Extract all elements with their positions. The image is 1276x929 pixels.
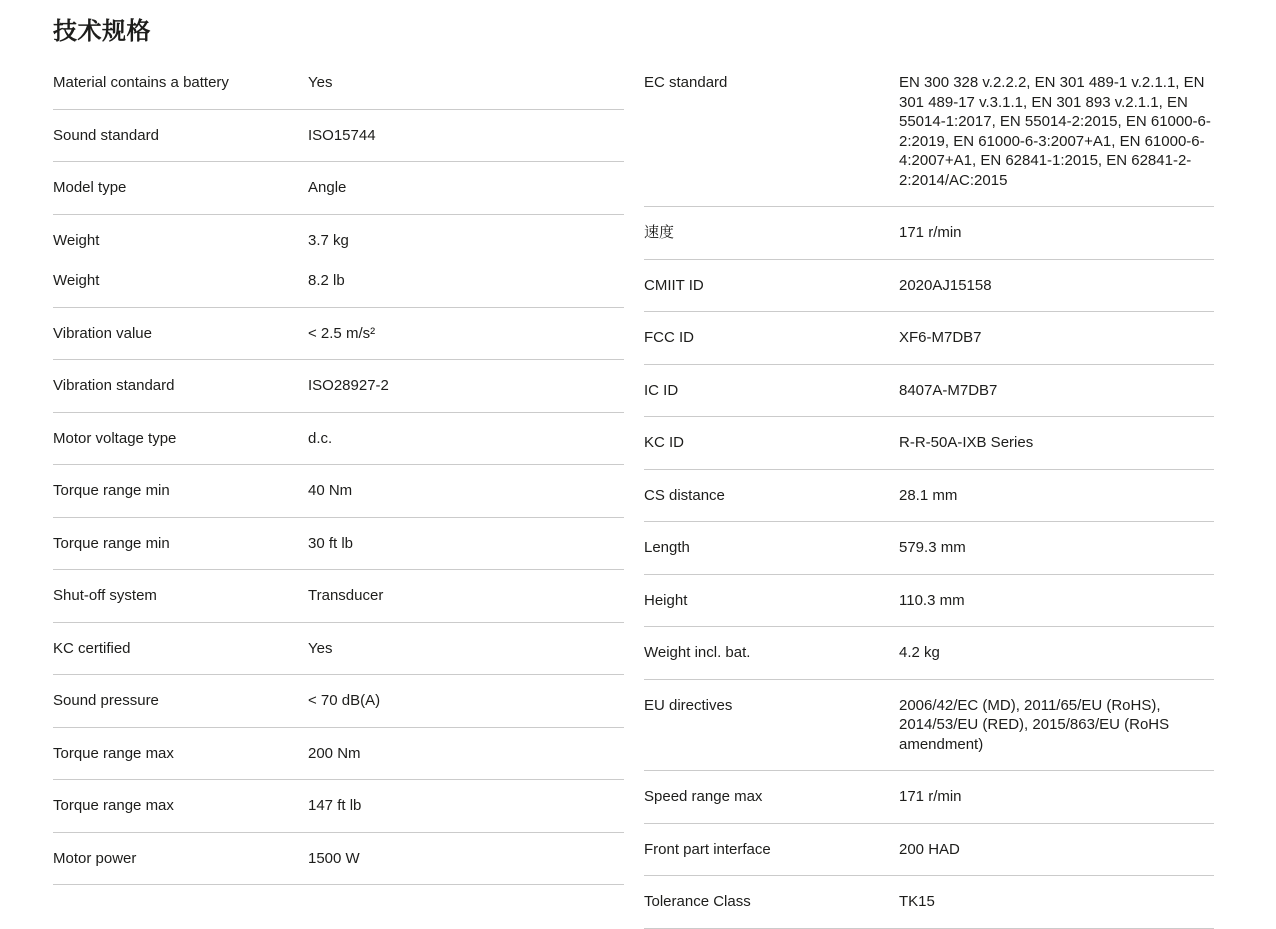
spec-entry: [53, 849, 624, 869]
spec-row: [644, 417, 1214, 470]
spec-value: 110.3 mm: [899, 591, 965, 609]
spec-value: 30 ft lb: [308, 534, 354, 552]
spec-entry: [53, 178, 624, 198]
spec-label: Weight: [53, 272, 100, 289]
spec-value: 147 ft lb: [308, 797, 362, 814]
spec-row: [644, 207, 1214, 260]
spec-value: Transducer: [308, 587, 384, 604]
spec-label: CS distance: [644, 486, 725, 504]
spec-label: Sound pressure: [53, 692, 159, 709]
spec-label: Torque range max: [53, 797, 174, 814]
page-title: 技术规格: [53, 18, 151, 45]
spec-label: Motor power: [53, 849, 137, 867]
spec-value: 40 Nm: [308, 482, 353, 499]
spec-value: 171 r/min: [899, 224, 962, 241]
spec-value: < 2.5 m/s²: [308, 324, 376, 342]
spec-entry: [644, 892, 1214, 912]
spec-row: [53, 623, 624, 676]
spec-entry: [53, 744, 624, 764]
spec-row: [644, 575, 1214, 628]
spec-entry: [53, 324, 624, 344]
spec-table-left: [53, 57, 624, 885]
spec-label: Speed range max: [644, 788, 763, 805]
spec-row: [644, 57, 1214, 207]
spec-value: XF6-M7DB7: [899, 329, 982, 346]
spec-value: 4.2 kg: [899, 644, 940, 661]
spec-value: Angle: [308, 179, 347, 196]
spec-label: Torque range max: [53, 744, 174, 762]
spec-value: ISO15744: [308, 126, 376, 144]
spec-label: Vibration standard: [53, 377, 175, 394]
spec-row: [644, 627, 1214, 680]
spec-value: TK15: [899, 893, 935, 910]
spec-label: KC certified: [53, 639, 131, 657]
spec-entry: [644, 591, 1214, 611]
spec-value: Yes: [308, 639, 333, 657]
spec-label: Torque range min: [53, 482, 170, 499]
spec-table-right: [644, 57, 1214, 929]
spec-row: [644, 824, 1214, 877]
spec-entry: [644, 73, 1214, 190]
spec-entry: [53, 73, 624, 93]
spec-value: 579.3 mm: [899, 539, 966, 556]
spec-row: [644, 470, 1214, 523]
spec-label: Shut-off system: [53, 587, 157, 604]
spec-entry: [644, 787, 1214, 807]
spec-label: 速度: [644, 224, 675, 241]
spec-row: [53, 675, 624, 728]
spec-row: [53, 360, 624, 413]
spec-value: 1500 W: [308, 849, 360, 867]
spec-row: [53, 833, 624, 886]
spec-label: EC standard: [644, 74, 728, 91]
spec-entry: [644, 643, 1214, 663]
spec-entry: [644, 328, 1214, 348]
spec-entry: [53, 126, 624, 146]
spec-entry: [53, 376, 624, 396]
spec-label: Vibration value: [53, 324, 152, 342]
spec-entry: [53, 639, 624, 659]
spec-label: Weight incl. bat.: [644, 644, 751, 661]
spec-value: ISO28927-2: [308, 377, 389, 394]
spec-row: [644, 522, 1214, 575]
spec-row: [644, 876, 1214, 929]
spec-label: CMIIT ID: [644, 276, 704, 294]
spec-entry: [644, 223, 1214, 243]
spec-value: 171 r/min: [899, 788, 962, 805]
spec-row: [53, 728, 624, 781]
spec-entry: [644, 433, 1214, 453]
spec-label: Weight: [53, 231, 100, 249]
spec-grid: [53, 57, 1276, 929]
spec-value: 8407A-M7DB7: [899, 381, 998, 399]
spec-value: R-R-50A-IXB Series: [899, 434, 1034, 451]
spec-label: Torque range min: [53, 534, 170, 552]
spec-entry: [53, 534, 624, 554]
spec-entry: [53, 691, 624, 711]
spec-row: [53, 215, 624, 308]
spec-row: [53, 465, 624, 518]
spec-entry: [644, 381, 1214, 401]
spec-entry: [53, 796, 624, 816]
spec-row: [53, 308, 624, 361]
spec-entry: [53, 429, 624, 449]
spec-label: Height: [644, 591, 688, 609]
spec-entry: [644, 840, 1214, 860]
spec-row: [53, 162, 624, 215]
spec-value: 2020AJ15158: [899, 276, 992, 294]
spec-label: Front part interface: [644, 840, 771, 858]
spec-label: FCC ID: [644, 329, 694, 346]
spec-label: Motor voltage type: [53, 429, 177, 447]
spec-row: [53, 570, 624, 623]
spec-value: 2006/42/EC (MD), 2011/65/EU (RoHS), 2014/53/EU (RED), 2015/863/EU (RoHS amendment): [899, 696, 1170, 753]
spec-row: [53, 518, 624, 571]
spec-label: Material contains a battery: [53, 74, 229, 91]
spec-row: [644, 312, 1214, 365]
spec-row: [53, 110, 624, 163]
spec-value: 8.2 lb: [308, 272, 345, 289]
spec-label: Tolerance Class: [644, 893, 751, 910]
spec-entry: [644, 276, 1214, 296]
spec-row: [53, 57, 624, 110]
spec-entry: [53, 271, 624, 291]
spec-row: [644, 260, 1214, 313]
spec-entry: [644, 538, 1214, 558]
spec-value: 200 HAD: [899, 840, 960, 858]
spec-entry: [53, 586, 624, 606]
spec-row: [53, 780, 624, 833]
spec-entry: [53, 231, 624, 251]
spec-entry: [53, 481, 624, 501]
spec-value: 3.7 kg: [308, 231, 349, 249]
spec-label: Sound standard: [53, 126, 159, 144]
spec-row: [644, 680, 1214, 772]
spec-row: [53, 413, 624, 466]
spec-entry: [644, 696, 1214, 755]
spec-value: EN 300 328 v.2.2.2, EN 301 489-1 v.2.1.1, EN 301 489-17 v.3.1.1, EN 301 893 v.2.1.1, EN 55014-1:2017, EN 55014-2:2015, EN 61000-6-2:2019, EN 61000-6-3:2007+A1, EN 61000-6-4:2007+A1, EN 62841-1:2015, EN 62841-2-2:2014/AC:2015: [899, 74, 1211, 189]
spec-label: Length: [644, 539, 690, 556]
spec-row: [644, 365, 1214, 418]
spec-value: 200 Nm: [308, 744, 361, 762]
spec-label: Model type: [53, 179, 127, 196]
spec-label: EU directives: [644, 696, 733, 714]
spec-value: Yes: [308, 74, 333, 91]
spec-label: IC ID: [644, 381, 679, 399]
spec-value: d.c.: [308, 429, 333, 447]
spec-row: [644, 771, 1214, 824]
spec-value: < 70 dB(A): [308, 692, 381, 709]
spec-value: 28.1 mm: [899, 486, 958, 504]
spec-entry: [644, 486, 1214, 506]
spec-label: KC ID: [644, 434, 685, 451]
